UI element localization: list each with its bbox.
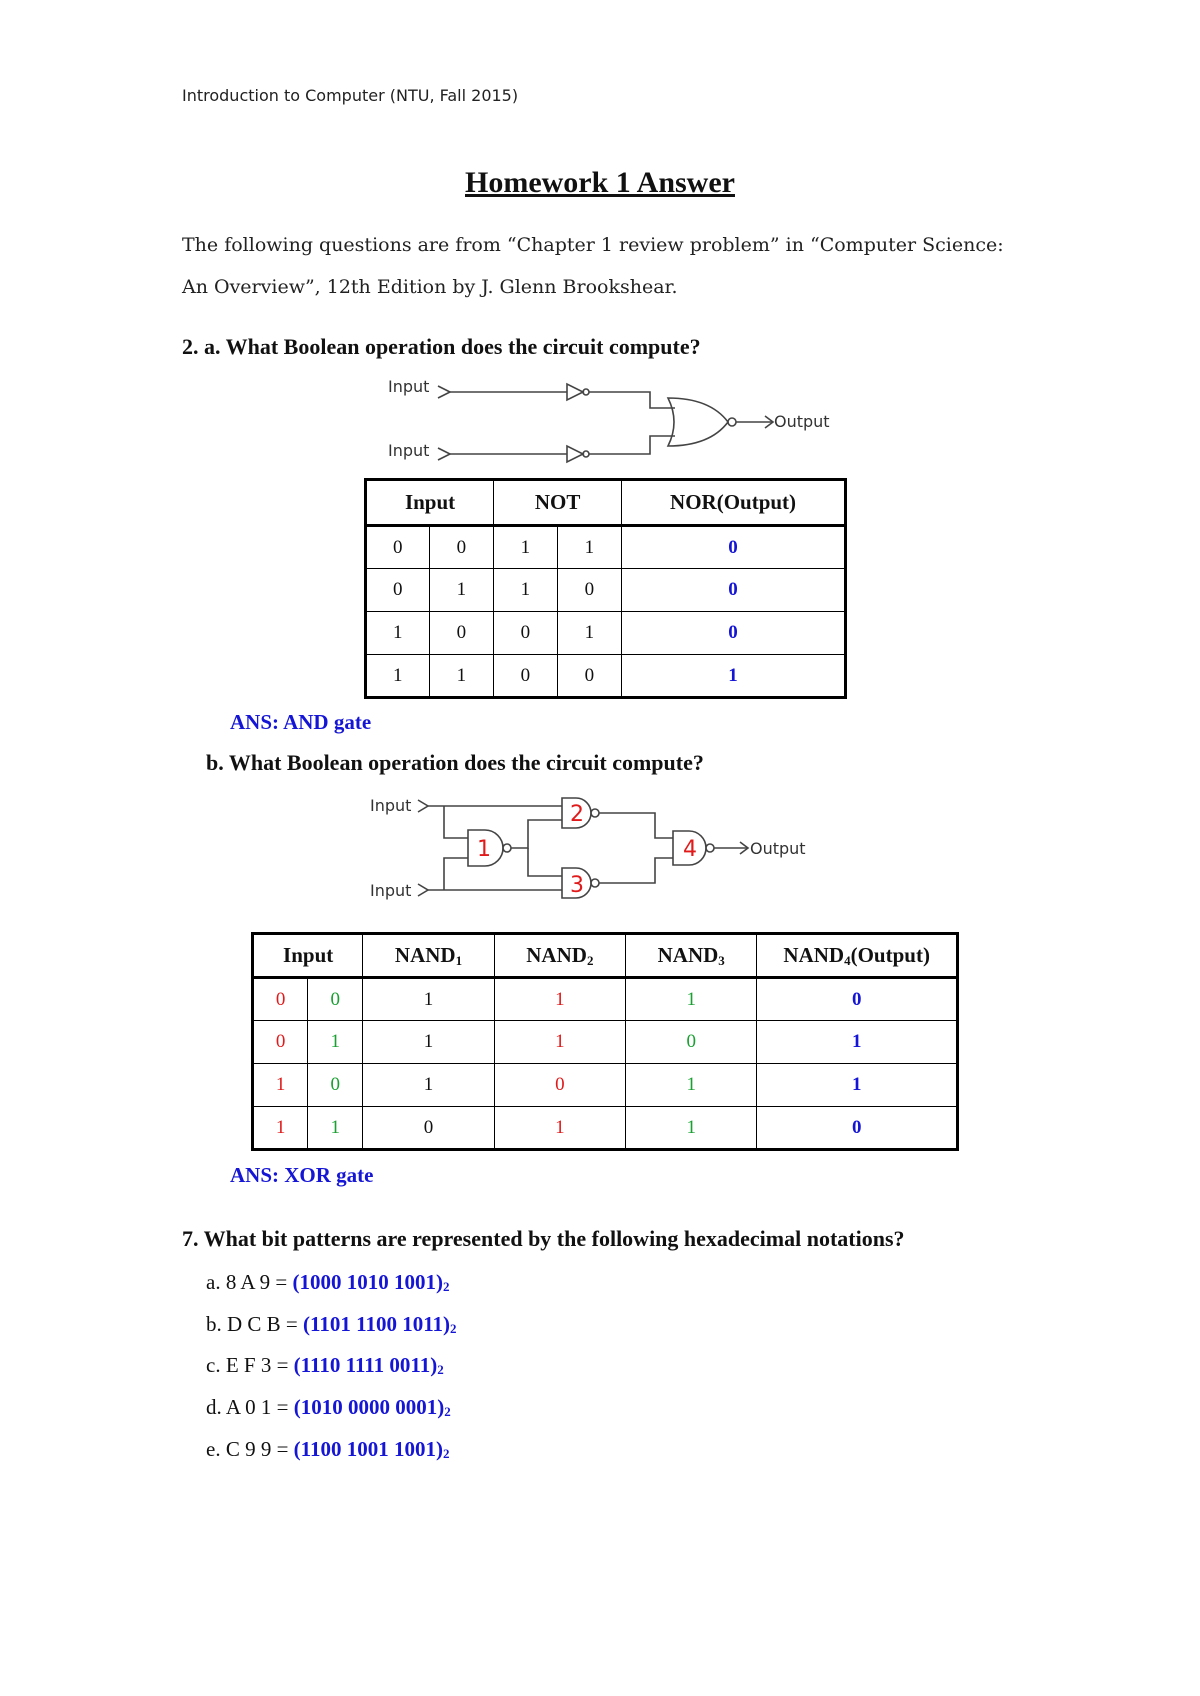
answer-2a: ANS: AND gate xyxy=(230,710,372,734)
table-b-header-nand2: $NAND_2$ xyxy=(494,934,625,978)
hex-item-c: c. E F 3 = (1110 1111 $0011)_2$ xyxy=(206,1353,444,1377)
page-header: Introduction to Computer (NTU, Fall 2015) xyxy=(182,86,519,105)
intro-paragraph xyxy=(182,224,1042,308)
table-row: 0 0 1 1 0 xyxy=(366,526,846,569)
gate-label-1: 1 xyxy=(477,837,491,862)
input-arrow-1 xyxy=(418,800,428,812)
nor-gate xyxy=(668,398,728,446)
intro-line-1: The following questions are from “Chapter 1 review problem” in “Computer Science: xyxy=(182,234,1004,256)
circuit-b-input-2: Input xyxy=(370,881,412,900)
hex-item-a: a. 8 A 9 = (1000 1010 $1001)_2$ xyxy=(206,1270,450,1294)
input-arrow-1 xyxy=(438,386,450,398)
not-gate-2 xyxy=(567,446,583,462)
gate-label-2: 2 xyxy=(570,802,584,827)
circuit-a-input-2: Input xyxy=(388,441,430,460)
not-gate-1 xyxy=(567,384,583,400)
gate-label-4: 4 xyxy=(683,837,697,862)
table-b-header-nand1: $NAND_1$ xyxy=(363,934,494,978)
table-row: 1 1 0 1 1 0 xyxy=(253,1107,958,1150)
circuit-a-output: Output xyxy=(774,412,830,431)
intro-line-2: An Overview”, 12th Edition by J. Glenn Brookshear. xyxy=(182,276,678,298)
hex-item-b: b. D C B = (1101 1100 $1011)_2$ xyxy=(206,1312,457,1336)
table-row: 0 1 1 0 0 xyxy=(366,569,846,612)
table-b-header-nand3: $NAND_3$ xyxy=(626,934,757,978)
table-row: 1 0 1 0 1 1 xyxy=(253,1064,958,1107)
question-2b: b. What Boolean operation does the circuit compute? xyxy=(206,750,704,775)
page-title: Homework 1 Answer xyxy=(465,166,735,199)
table-row: 0 0 1 1 1 0 xyxy=(253,978,958,1021)
circuit-b-input-1: Input xyxy=(370,796,412,815)
truth-table-b xyxy=(251,932,959,1151)
truth-table-a xyxy=(364,478,847,699)
input-arrow-2 xyxy=(438,448,450,460)
circuit-diagram-b xyxy=(360,795,840,915)
table-b-header-input: Input xyxy=(253,934,363,978)
table-row: 1 0 0 1 0 xyxy=(366,612,846,655)
question-7: 7. What bit patterns are represented by the following hexadecimal notations? xyxy=(182,1226,905,1251)
hex-item-d: d. A 0 1 = (1010 0000 $0001)_2$ xyxy=(206,1395,451,1419)
table-a-header-nor: NOR(Output) xyxy=(622,480,846,526)
circuit-b-output: Output xyxy=(750,839,806,858)
table-a-header-input: Input xyxy=(366,480,494,526)
table-b-header-nand4: $NAND_4(Output)$ xyxy=(757,934,958,978)
answer-2b: ANS: XOR gate xyxy=(230,1163,374,1187)
question-2a: 2. a. What Boolean operation does the circuit compute? xyxy=(182,334,701,359)
gate-label-3: 3 xyxy=(570,873,584,898)
table-row: 0 1 1 1 0 1 xyxy=(253,1021,958,1064)
circuit-diagram-a xyxy=(380,370,850,470)
hex-item-e: e. C 9 9 = (1100 1001 $1001)_2$ xyxy=(206,1437,450,1461)
table-a-header-not: NOT xyxy=(494,480,622,526)
table-row: 1 1 0 0 1 xyxy=(366,655,846,698)
circuit-a-input-1: Input xyxy=(388,377,430,396)
input-arrow-2 xyxy=(418,884,428,896)
